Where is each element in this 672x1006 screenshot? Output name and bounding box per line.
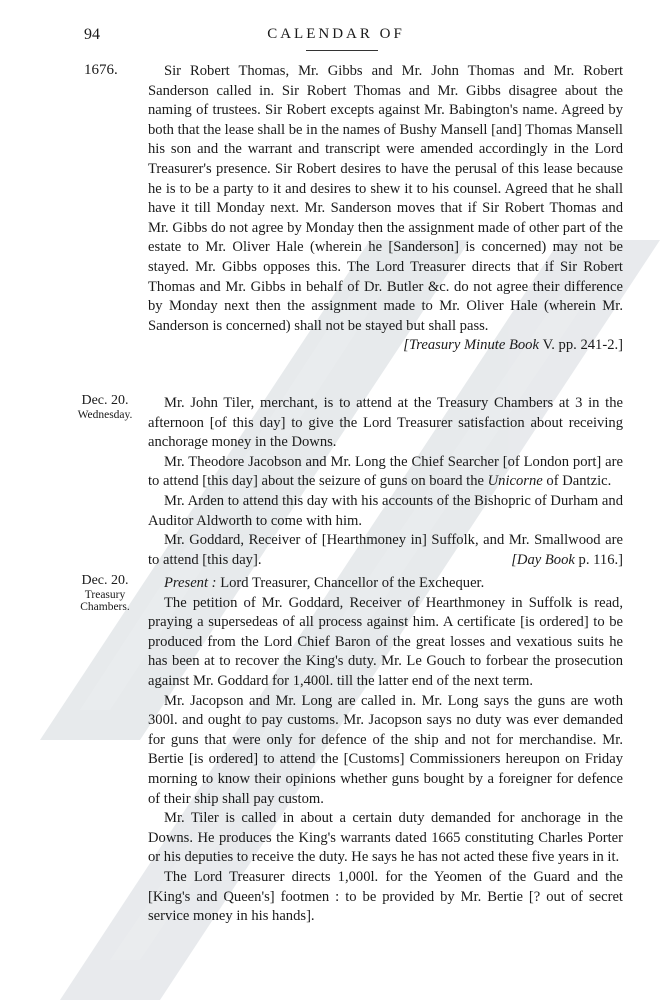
entry-body <box>148 394 623 570</box>
paragraph-text: Mr. Goddard, Receiver of [Hearthmoney in] Suffolk, and Mr. Smallwood are to attend [this day]. <box>148 532 623 568</box>
margin-date: Dec. 20. <box>81 393 129 408</box>
paragraph: The Lord Treasurer directs 1,000l. for the Yeomen of the Guard and the [King's and Queen's] footmen : to be provided by Mr. Bertie [? out of secret service money in his hands]. <box>148 868 623 925</box>
page-number: 94 <box>84 26 100 43</box>
citation-pages: p. 116.] <box>578 551 623 568</box>
margin-date-note <box>70 394 140 421</box>
running-title: CALENDAR OF <box>267 26 405 42</box>
paragraph <box>148 531 623 570</box>
paragraph: The petition of Mr. Goddard, Receiver of Hearthmoney in Suffolk is read, praying a supersedeas of all process against him. A certificate [is ordered] to be produced from the Lord Chief Baron of the great losses and vexatious suits he has been at to recover the King's duty. Mr. Le Gouch to forbear the prosecution against Mr. Goddard for 1,400l. till the latter end of the next term. <box>148 594 623 689</box>
header-rule <box>306 50 378 51</box>
paragraph: Mr. Arden to attend this day with his accounts of the Bishopric of Durham and Auditor Aldworth to come with him. <box>148 492 623 529</box>
ship-tail: of Dantzic. <box>546 473 612 490</box>
entry-body <box>148 62 623 356</box>
margin-date: Dec. 20. <box>81 573 129 588</box>
citation-pages: V. pp. 241-2.] <box>542 337 623 354</box>
citation-source: [Day Book <box>511 551 575 568</box>
margin-place: Treasury Chambers. <box>80 588 130 613</box>
entry-body <box>148 574 623 927</box>
paragraph: Mr. Jacopson and Mr. Long are called in. Mr. Long says the guns are woth 300l. and ought to pay customs. Mr. Jacopson says no duty was ever demanded for guns that were only for defence of the ship and not for merchandise. Mr. Bertie [is ordered] to attend the [Customs] Commissioners hereupon on Friday morning to know their opinions whether guns bought by a foreigner for defence of their ship shall pay custom. <box>148 692 623 807</box>
paragraph: Sir Robert Thomas, Mr. Gibbs and Mr. John Thomas and Mr. Robert Sanderson called in. Sir Robert Thomas and Mr. Gibbs disagree about the naming of trustees. Sir Robert excepts against Mr. Babington's name. Agreed by both that the lease shall be in the names of Bushy Mansell [and] Thomas Mansell his son and the warrant and transcript were amended accordingly in the Lord Treasurer's presence. Sir Robert desires to have the perusal of this lease because he is to be a party to it and desires to shew it to his counsel. Agreed that he shall have it till Monday next. Mr. Sanderson moves that if Sir Robert Thomas and Mr. Gibbs do not agree by Monday then the assignment made of other part of the estate to Mr. Oliver Hale (wherein he [Sanderson] is concerned) may not be stayed. Mr. Gibbs opposes this. The Lord Treasurer directs that if Sir Robert Thomas and Mr. Gibbs in behalf of Dr. Butler &c. do not agree their difference by Monday next then the assignment made to Mr. Oliver Hale (wherein Mr. Sanderson is concerned) shall not be stayed but shall pass. <box>148 63 623 334</box>
citation <box>495 551 623 571</box>
page-header <box>0 26 672 46</box>
present-label: Present : <box>164 575 217 591</box>
margin-day: Wednesday. <box>77 408 133 421</box>
citation-source: [Treasury Minute Book <box>403 337 539 354</box>
present-text: Lord Treasurer, Chancellor of the Exchequer. <box>220 575 485 591</box>
citation <box>148 336 623 356</box>
paragraph: Mr. John Tiler, merchant, is to attend at the Treasury Chambers at 3 in the afternoon [of this day] to give the Lord Treasurer satisfaction about receiving anchorage money in the Downs. <box>148 395 623 451</box>
year-marginal: 1676. <box>84 62 118 78</box>
margin-date-note <box>70 574 140 613</box>
paragraph <box>148 453 623 492</box>
present-line <box>148 574 623 594</box>
ship-name: Unicorne <box>487 473 543 490</box>
paragraph-text: Mr. Theodore Jacobson and Mr. Long the Chief Searcher [of London port] are to attend [this day] about the seizure of guns on board the <box>148 453 623 490</box>
paragraph: Mr. Tiler is called in about a certain duty demanded for anchorage in the Downs. He produces the King's warrants dated 1665 constituting Charles Porter or his deputies to receive the duty. He says he has not acted these five years in it. <box>148 810 623 866</box>
